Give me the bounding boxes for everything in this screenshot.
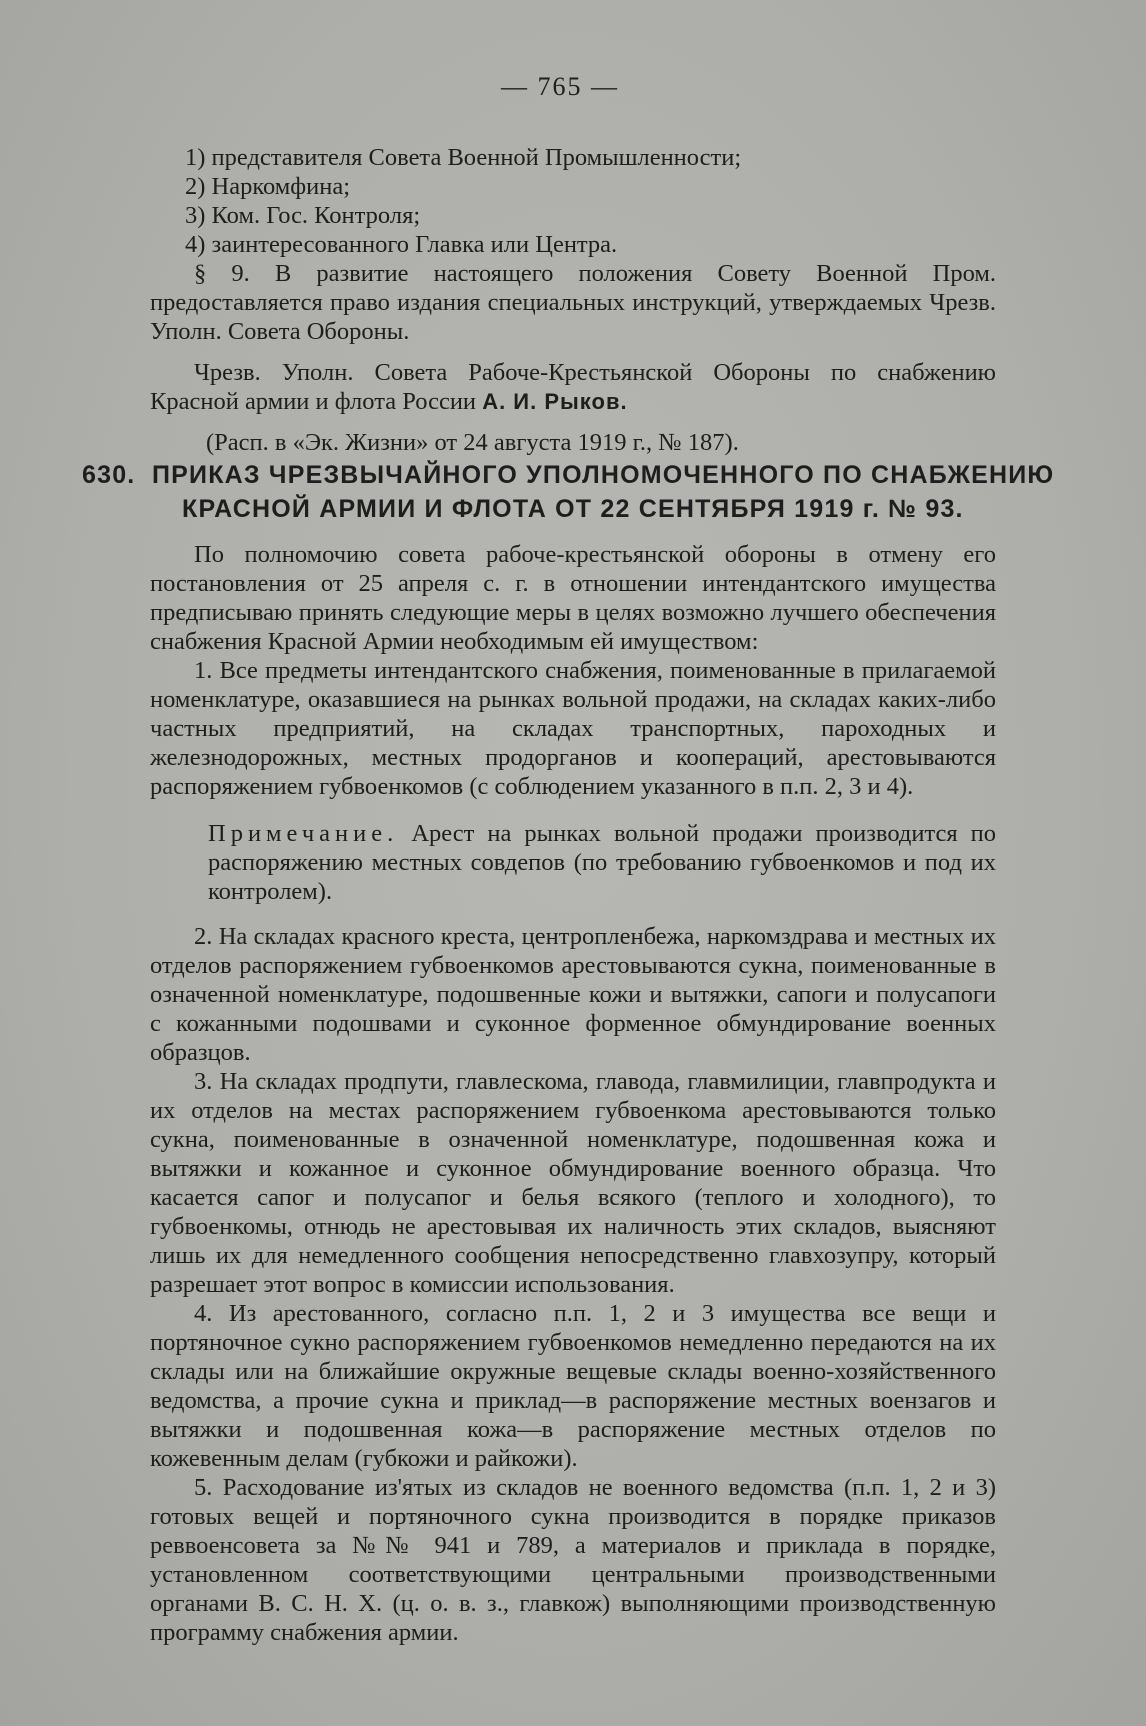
- page-number: — 765 —: [501, 72, 619, 101]
- order-item-2: 2. На складах красного креста, центропленбежа, наркомздрава и местных их отделов распоряжением губвоенкомов арестовываются сукна, поименованные в означенной номенклатуре, подошвенные кожи и вытяжки, сапоги и полусапоги с кожанными подошвами и суконное форменное обмундирование военных образцов.: [150, 923, 996, 1066]
- order-intro: По полномочию совета рабоче-крестьянской обороны в отмену его постановления от 25 апреля с. г. в отношении интендантского имущества предписываю принять следующие меры в целях возможно лучшего обеспечения снабжения Красной Армии необходимым ей имуществом:: [150, 541, 996, 655]
- section-number: 630.: [82, 461, 136, 489]
- order-item-3: 3. На складах продпути, главлескома, главода, главмилиции, главпродукта и их отделов на местах распоряжением губвоенкома арестовываются только сукна, поименованные в означенной номенклатуре, подошвенная кожа и вытяжки и кожанное и суконное обмундирование военного образца. Что касается сапог и полусапог и белья всякого (теплого и холодного), то губвоенкомы, отнюдь не арестовывая их наличность этих складов, выясняют лишь их для немедленного сообщения непосредственно главхозупру, который разрешает этот вопрос в комиссии использования.: [150, 1068, 996, 1298]
- order-item-4: 4. Из арестованного, согласно п.п. 1, 2 и 3 имущества все вещи и портяночное сукно распоряжением губвоенкомов немедленно передаются на их склады или на ближайшие окружные вещевые склады военно-хозяйственного ведомства, а прочие сукна и приклад—в распоряжение местных воензагов и вытяжки и подошвенная кожа—в распоряжение местных отделов по кожевенным делам (губкожи и райкожи).: [150, 1300, 996, 1472]
- order-text-block: [150, 540, 996, 1647]
- list-item: 1) представителя Совета Военной Промышленности;: [185, 144, 742, 171]
- signature: [150, 358, 996, 416]
- upper-text-block: [150, 143, 996, 457]
- list-item: 4) заинтересованного Главка или Центра.: [185, 231, 618, 258]
- note-text: Арест на рынках вольной продажи производится по распоряжению местных совдепов (по требованию губвоенкомов и под их контролем).: [208, 820, 997, 905]
- order-item-5: 5. Расходование из'ятых из складов не военного ведомства (п.п. 1, 2 и 3) готовых вещей и портяночного сукна производится в порядке приказов реввоенсовета за №№ 941 и 789, а материалов и приклада в порядке, установленном соответствующими центральными производственными органами В. С. Н. Х. (ц. о. в. з., главкож) выполняющими производственную программу снабжения армии.: [150, 1474, 996, 1646]
- section-title-line-2: КРАСНОЙ АРМИИ И ФЛОТА ОТ 22 СЕНТЯБРЯ 1919 г. № 93.: [182, 495, 964, 523]
- list-item: 3) Ком. Гос. Контроля;: [185, 202, 421, 229]
- section-title-line-1: ПРИКАЗ ЧРЕЗВЫЧАЙНОГО УПОЛНОМОЧЕННОГО ПО СНАБЖЕНИЮ: [152, 461, 1055, 489]
- paragraph-9: § 9. В развитие настоящего положения Совету Военной Пром. предоставляется право издания специальных инструкций, утверждаемых Чрезв. Уполн. Совета Обороны.: [150, 260, 996, 345]
- note-label: Примечание.: [208, 820, 399, 847]
- order-note: [150, 819, 996, 906]
- signature-text: Чрезв. Уполн. Совета Рабоче-Крестьянской Обороны по снабжению Красной армии и флота России: [150, 359, 996, 415]
- list-item: 2) Наркомфина;: [185, 173, 351, 200]
- source-reference: (Расп. в «Эк. Жизни» от 24 августа 1919 г., № 187).: [206, 429, 739, 456]
- signatory-name: А. И. Рыков.: [482, 389, 628, 414]
- order-item-1: 1. Все предметы интендантского снабжения, поименованные в прилагаемой номенклатуре, оказавшиеся на рынках вольной продажи, на складах каких-либо частных предприятий, на складах транспортных, пароходных и железнодорожных, местных продорганов и коопераций, арестовываются распоряжением губвоенкомов (с соблюдением указанного в п.п. 2, 3 и 4).: [150, 657, 996, 800]
- membership-list: [150, 143, 996, 259]
